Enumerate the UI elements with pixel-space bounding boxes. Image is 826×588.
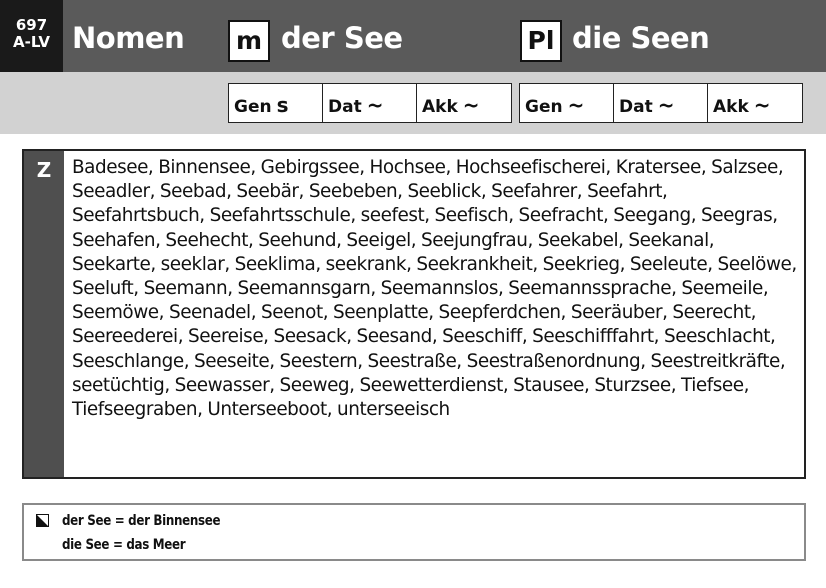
case-cell (323, 84, 417, 122)
half-filled-square-icon (36, 514, 49, 527)
word-category: Nomen (72, 21, 185, 55)
gender-tag: m (228, 20, 270, 62)
case-ending: ~ (366, 93, 384, 117)
case-cell (229, 84, 323, 122)
case-ending: s (276, 93, 289, 117)
entry-level: A-LV (13, 33, 50, 51)
entry-header (0, 0, 826, 72)
case-label: Dat (328, 97, 362, 117)
compounds-list: Badesee, Binnensee, Gebirgssee, Hochsee, Hochseefischerei, Kratersee, Salzsee, Seeadler, Seebad, Seebär, Seebeben, Seeblick, Seefahrer, Seefahrt, Seefahrtsbuch, Seefahrtsschule, seefest, Seefisch, Seefracht, Seegang, Seegras, Seehafen, Seehecht, Seehund, Seeigel, Seejungfrau, Seekabel, Seekanal, Seekarte, seeklar, Seeklima, seekrank, Seekrankheit, Seekrieg, Seeleute, Seelöwe, Seeluft, Seemann, Seemannsgarn, Seemannslos, Seemannssprache, Seemeile, Seemöwe, Seenadel, Seenot, Seenplatte, Seepferdchen, Seeräuber, Seerecht, Seereederei, Seereise, Seesack, Seesand, Seeschiff, Seeschifffahrt, Seeschlacht, Seeschlange, Seeseite, Seestern, Seestraße, Seestraßenordnung, Seestreitkräfte, seetüchtig, Seewasser, Seeweg, Seewetterdienst, Stausee, Sturzsee, Tiefsee, Tiefseegraben, Unterseeboot, unterseeisch (72, 157, 797, 421)
case-cell (614, 84, 708, 122)
compounds-tag: Z (24, 151, 64, 477)
case-label: Gen (234, 97, 272, 117)
usage-note: die See = das Meer (62, 537, 186, 553)
usage-note: der See = der Binnensee (62, 513, 221, 529)
case-ending: ~ (753, 93, 771, 117)
case-ending: ~ (462, 93, 480, 117)
case-label: Gen (525, 97, 563, 117)
plural-headword: die Seen (572, 21, 710, 55)
entry-id-badge (0, 0, 63, 72)
case-cell (520, 84, 614, 122)
case-label: Akk (422, 97, 458, 117)
case-ending: ~ (567, 93, 585, 117)
compounds-box (22, 149, 806, 479)
case-cell (708, 84, 802, 122)
case-ending: ~ (657, 93, 675, 117)
case-cell (417, 84, 511, 122)
singular-headword: der See (281, 21, 403, 55)
case-label: Akk (713, 97, 749, 117)
entry-number: 697 (15, 16, 48, 34)
singular-case-table (228, 83, 512, 123)
plural-case-table (519, 83, 803, 123)
case-label: Dat (619, 97, 653, 117)
plural-tag: Pl (520, 20, 562, 62)
usage-notes-box (22, 503, 806, 561)
